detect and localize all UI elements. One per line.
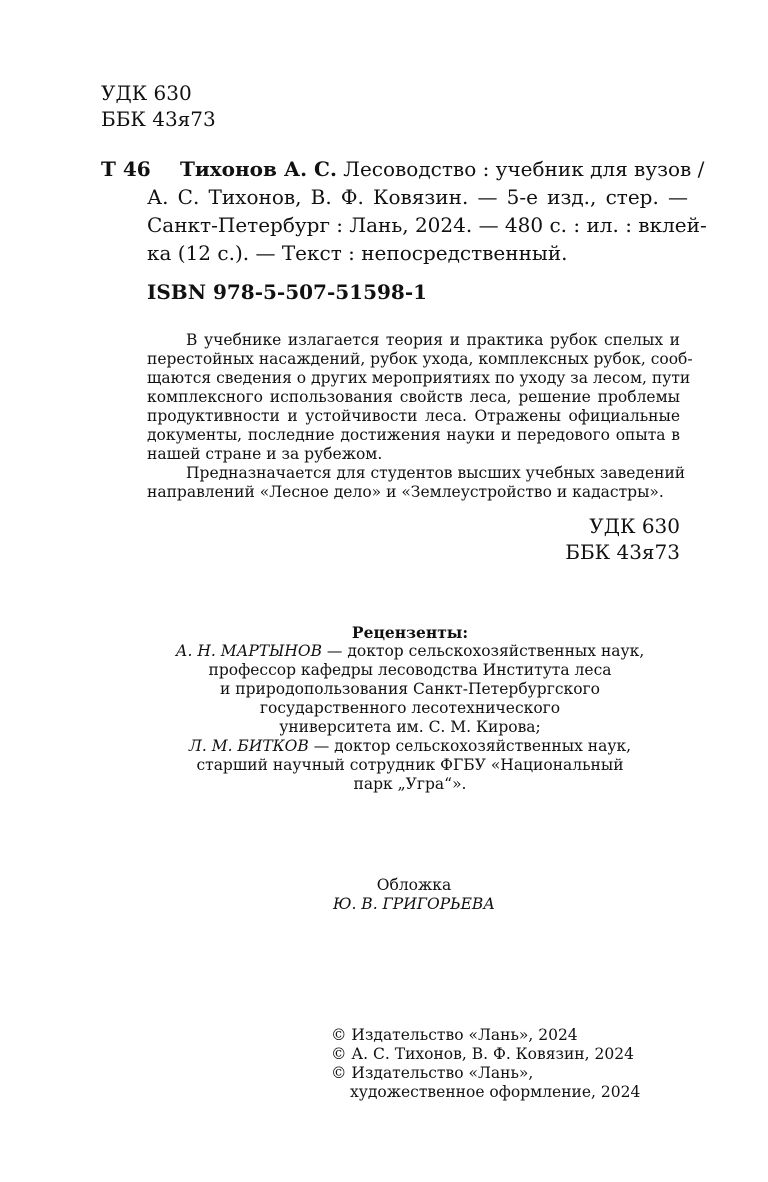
abstract-line-5: продуктивности и устойчивости леса. Отражены официальные (147, 407, 680, 425)
reviewer-2-title: — доктор сельскохозяйственных наук, (308, 737, 632, 755)
audience-line-1: Предназначается для студентов высших учебных заведений (186, 464, 686, 482)
reviewer-1-line-5: университета им. С. М. Кирова; (279, 718, 541, 736)
abstract-line-4: комплексного использования свойств леса, решение проблемы (147, 388, 680, 406)
reviewer-1-name: А. Н. МАРТЫНОВ (175, 642, 322, 660)
reviewer-1 (150, 642, 670, 662)
reviewer-2-line-2: старший научный сотрудник ФГБУ «Национальный (196, 756, 624, 774)
reviewer-1-title: — доктор сельскохозяйственных наук, (321, 642, 645, 660)
catalog-line-3: Санкт-Петербург : Лань, 2024. — 480 с. : ил. : вклей- (147, 213, 707, 237)
reviewer-1-line-3: и природопользования Санкт-Петербургского (220, 680, 600, 698)
abstract-line-6: документы, последние достижения науки и передового опыта в (147, 426, 680, 444)
reviewer-1-line-4: государственного лесотехнического (259, 699, 561, 717)
reviewer-2-line-3: парк „Угра“». (353, 775, 467, 793)
catalog-line-1 (180, 156, 705, 182)
reviewer-1-line-2: профессор кафедры лесоводства Института леса (208, 661, 612, 679)
cover-designer: Ю. В. ГРИГОРЬЕВА (332, 895, 496, 913)
audience-line-2: направлений «Лесное дело» и «Землеустройство и кадастры». (147, 483, 664, 501)
copyright-line-1: © Издательство «Лань», 2024 (331, 1026, 578, 1044)
isbn: ISBN 978-5-507-51598-1 (147, 280, 428, 304)
copyright-line-2: © А. С. Тихонов, В. Ф. Ковязин, 2024 (331, 1045, 634, 1063)
book-title: Лесоводство : учебник для вузов / (336, 157, 705, 181)
abstract-line-7: нашей стране и за рубежом. (147, 445, 383, 463)
reviewers-heading: Рецензенты: (351, 623, 469, 642)
reviewer-2-name: Л. М. БИТКОВ (188, 737, 309, 755)
abstract-line-3: щаются сведения о других мероприятиях по уходу за лесом, пути (147, 369, 691, 387)
bbk-code-right: ББК 43я73 (565, 540, 680, 564)
reviewer-2 (150, 737, 670, 757)
catalog-line-2: А. С. Тихонов, В. Ф. Ковязин. — 5-е изд., стер. — (147, 185, 688, 209)
udk-code-right: УДК 630 (589, 514, 680, 538)
author-name: Тихонов А. С. (180, 157, 337, 181)
abstract-line-2: перестойных насаждений, рубок ухода, комплексных рубок, сооб- (147, 350, 693, 368)
author-mark: Т 46 (101, 157, 151, 181)
copyright-line-3: © Издательство «Лань», (331, 1064, 534, 1082)
catalog-line-4: ка (12 с.). — Текст : непосредственный. (147, 241, 568, 265)
udk-code: УДК 630 (101, 81, 192, 105)
cover-label: Обложка (376, 876, 452, 894)
abstract-line-1: В учебнике излагается теория и практика рубок спелых и (186, 331, 680, 349)
bbk-code: ББК 43я73 (101, 107, 216, 131)
copyright-line-4: художественное оформление, 2024 (350, 1083, 641, 1101)
